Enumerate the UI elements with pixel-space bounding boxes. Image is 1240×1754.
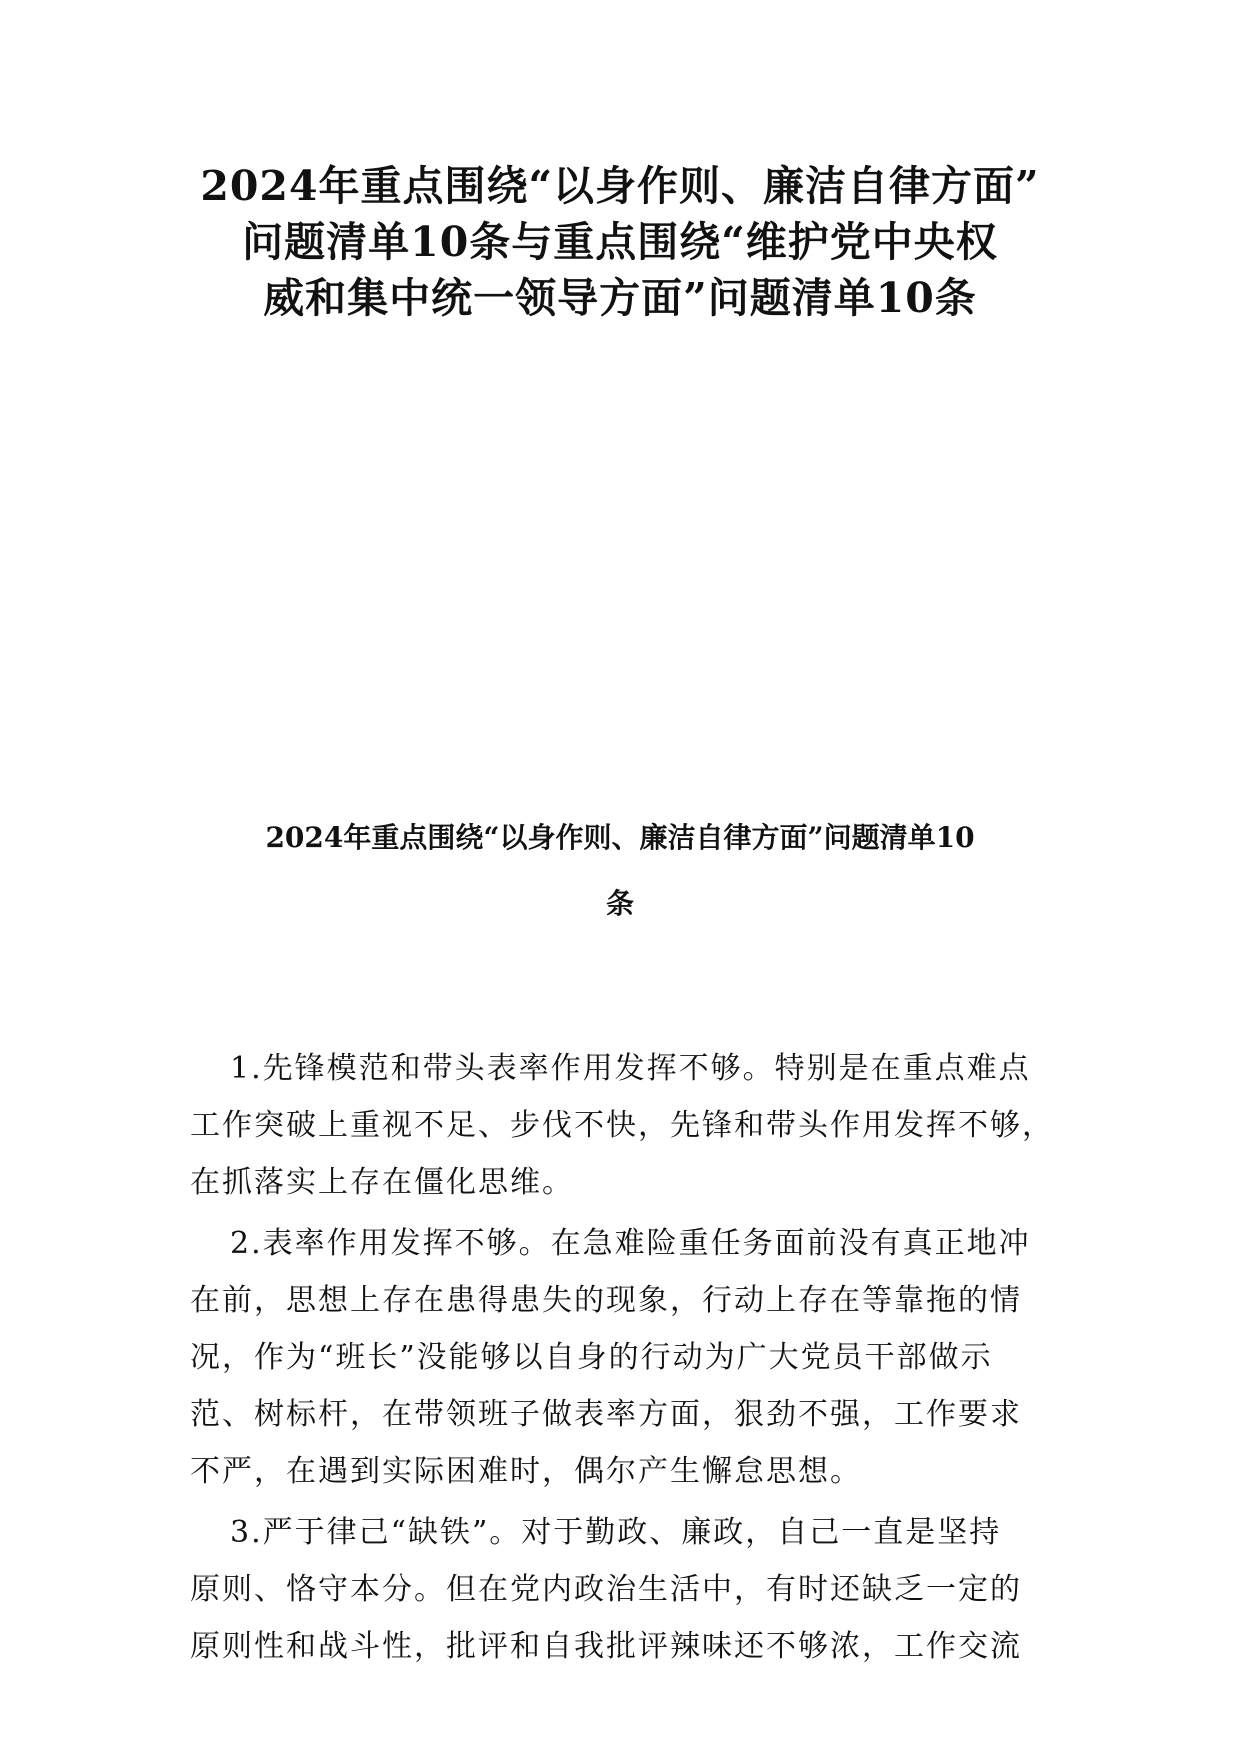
paragraph-item-1 [190,1040,1054,1211]
paragraph-line: 况，作为“班长”没能够以自身的行动为广大党员干部做示 [190,1340,993,1375]
paragraph-item-2 [190,1215,1050,1500]
paragraph-line: 在抓落实上存在僵化思维。 [190,1165,574,1200]
section-title-line: 条 [605,887,634,920]
paragraph-line: 1.先锋模范和带头表率作用发挥不够。特别是在重点难点 [230,1051,1031,1086]
section-title-line: 2024年重点围绕“以身作则、廉洁自律方面”问题清单10 [265,821,975,854]
paragraph-line: 不严，在遇到实际困难时，偶尔产生懈怠思想。 [190,1454,862,1489]
paragraph-line: 在前，思想上存在患得患失的现象，行动上存在等靠拖的情 [190,1283,1022,1318]
main-title-line: 威和集中统一领导方面”问题清单10条 [263,274,977,322]
document-body [190,1040,1054,1679]
paragraph-line: 范、树标杆，在带领班子做表率方面，狠劲不强，工作要求 [190,1397,1022,1432]
paragraph-line: 原则性和战斗性，批评和自我批评辣味还不够浓，工作交流 [190,1629,1022,1664]
paragraph-line: 工作突破上重视不足、步伐不快，先锋和带头作用发挥不够， [190,1108,1054,1143]
main-title-line: 问题清单10条与重点围绕“维护党中央权 [242,218,998,266]
paragraph-line: 原则、恪守本分。但在党内政治生活中，有时还缺乏一定的 [190,1572,1022,1607]
paragraph-line: 2.表率作用发挥不够。在急难险重任务面前没有真正地冲 [230,1226,1031,1261]
section-title [160,805,1080,937]
document-main-title [160,158,1080,326]
paragraph-item-3 [190,1504,1050,1675]
paragraph-line: 3.严于律己“缺铁”。对于勤政、廉政，自己一直是坚持 [230,1515,1002,1550]
main-title-line: 2024年重点围绕“以身作则、廉洁自律方面” [200,162,1040,210]
